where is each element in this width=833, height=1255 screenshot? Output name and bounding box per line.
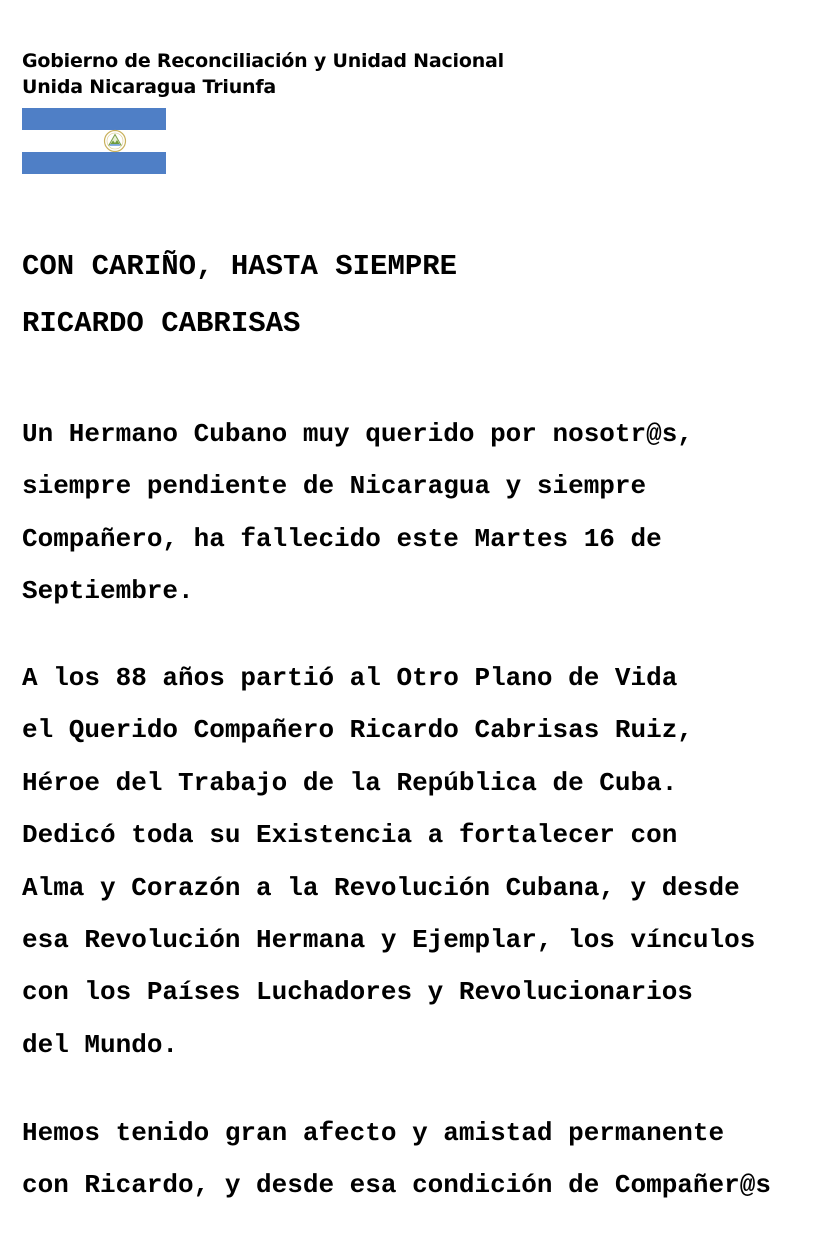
org-name: Gobierno de Reconciliación y Unidad Nacional <box>22 50 504 72</box>
document-subtitle: RICARDO CABRISAS <box>22 307 301 340</box>
flag-middle-stripe <box>22 130 166 152</box>
nicaragua-coat-of-arms-icon <box>101 129 129 153</box>
org-slogan: Unida Nicaragua Triunfa <box>22 76 277 98</box>
paragraph-line: con Ricardo, y desde esa condición de Compañer@s <box>22 1170 771 1201</box>
paragraph-line: con los Países Luchadores y Revolucionarios <box>22 977 693 1008</box>
flag-bottom-stripe <box>22 152 166 174</box>
paragraph-line: siempre pendiente de Nicaragua y siempre <box>22 471 647 502</box>
government-header <box>22 48 504 100</box>
paragraph-line: Septiembre. <box>22 576 194 607</box>
paragraph-line: Alma y Corazón a la Revolución Cubana, y desde <box>22 872 740 903</box>
nicaragua-flag-icon <box>22 108 166 174</box>
paragraph-line: del Mundo. <box>22 1029 179 1060</box>
paragraph-2 <box>22 652 802 1071</box>
paragraph-line: esa Revolución Hermana y Ejemplar, los vínculos <box>22 925 756 956</box>
paragraph-line: el Querido Compañero Ricardo Cabrisas Ruiz, <box>22 715 693 746</box>
paragraph-line: Dedicó toda su Existencia a fortalecer con <box>22 820 678 851</box>
paragraph-line: Hemos tenido gran afecto y amistad permanente <box>22 1118 725 1148</box>
paragraph-3 <box>22 1107 802 1212</box>
paragraph-line: Héroe del Trabajo de la República de Cuba. <box>22 767 678 798</box>
document-title: CON CARIÑO, HASTA SIEMPRE <box>22 250 458 283</box>
paragraph-line: A los 88 años partió al Otro Plano de Vida <box>22 663 678 693</box>
paragraph-line: Un Hermano Cubano muy querido por nosotr@s, <box>22 419 693 449</box>
flag-top-stripe <box>22 108 166 130</box>
paragraph-1 <box>22 408 802 618</box>
paragraph-line: Compañero, ha fallecido este Martes 16 de <box>22 523 662 554</box>
